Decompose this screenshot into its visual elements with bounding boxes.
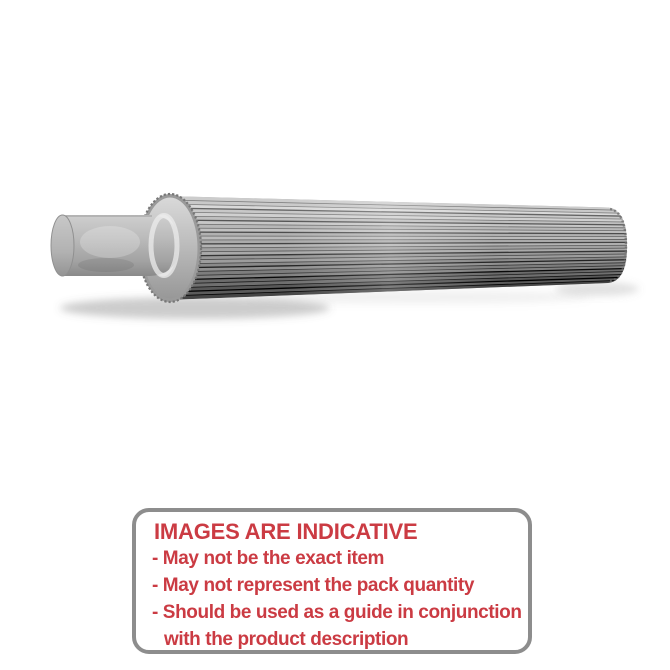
shaft-mottle-dark	[78, 258, 134, 272]
notice-line-3: - Should be used as a guide in conjunction	[152, 602, 522, 623]
indicative-notice-box	[132, 508, 532, 654]
pilot-shaft	[51, 215, 179, 277]
shaft-end-face	[51, 215, 74, 276]
notice-line-1: - May not be the exact item	[152, 548, 385, 569]
notice-title: IMAGES ARE INDICATIVE	[154, 519, 418, 544]
shaft-mottle-light	[80, 226, 140, 258]
notice-line-2: - May not represent the pack quantity	[152, 575, 474, 596]
notice-line-4: with the product description	[164, 629, 409, 650]
